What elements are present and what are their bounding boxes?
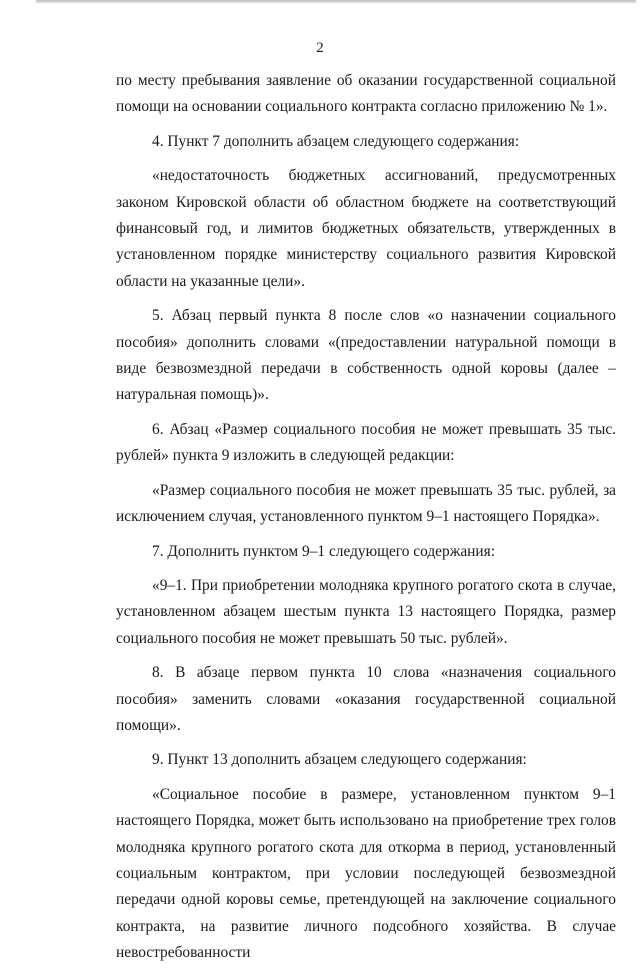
paragraph: 4. Пункт 7 дополнить абзацем следующего содержания: bbox=[152, 132, 520, 150]
scan-top-edge bbox=[36, 0, 636, 3]
paragraph: 7. Дополнить пунктом 9–1 следующего содержания: bbox=[152, 542, 495, 560]
paragraph: по месту пребывания заявление об оказании государственной социальной помощи на основании социального контракта согласно приложению № 1». bbox=[116, 72, 616, 116]
document-body bbox=[116, 68, 616, 975]
paragraph: 5. Абзац первый пункта 8 после слов «о назначении социального пособия» дополнить словами «(предоставлении натуральной помощи в виде безвозмездной передачи в собственность одной коровы (далее – натуральная помощь)». bbox=[116, 307, 616, 404]
paragraph: «Социальное пособие в размере, установленном пунктом 9–1 настоящего Порядка, может быть использовано на приобретение трех голов молодняка крупного рогатого скота для откорма в период, установленный социальным контрактом, при условии последующей безвозмездной передачи одной коровы семье, претендующей на заключение социального контракта, на развитие личного подсобного хозяйства. В случае невостребованности bbox=[116, 785, 616, 962]
paragraph: 9. Пункт 13 дополнить абзацем следующего содержания: bbox=[152, 751, 527, 769]
page-number: 2 bbox=[316, 40, 324, 56]
paragraph: 6. Абзац «Размер социального пособия не может превышать 35 тыс. рублей» пункта 9 изложить в следующей редакции: bbox=[116, 420, 616, 465]
paragraph: 8. В абзаце первом пункта 10 слова «назначения социального пособия» заменить словами «оказания государственной социальной помощи». bbox=[116, 664, 616, 734]
paragraph: «9–1. При приобретении молодняка крупного рогатого скота в случае, установленном абзацем шестым пункта 13 настоящего Порядка, размер социального пособия не может превышать 50 тыс. рублей». bbox=[116, 576, 616, 647]
paragraph: «недостаточность бюджетных ассигнований, предусмотренных законом Кировской области об областном бюджете на соответствующий финансовый год, и лимитов бюджетных обязательств, утвержденных в установленном порядке министерству социального развития Кировской области на указанные цели». bbox=[116, 167, 616, 290]
paragraph: «Размер социального пособия не может превышать 35 тыс. рублей, за исключением случая, установленного пунктом 9–1 настоящего Порядка». bbox=[116, 481, 616, 526]
